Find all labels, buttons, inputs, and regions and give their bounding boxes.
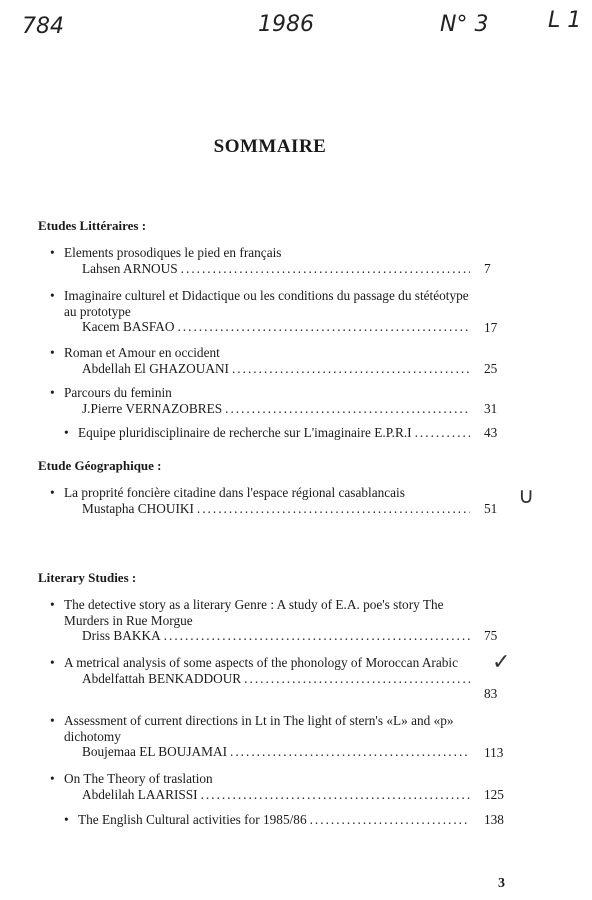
- handwritten-code: L 1: [548, 8, 582, 33]
- entry-page: 51: [484, 501, 498, 516]
- handwritten-u-mark: ∪: [518, 484, 535, 509]
- toc-entry: [50, 771, 470, 802]
- entry-title: • Assessment of current directions in Lt in The light of stern's «L» and «p» dichotomy: [50, 713, 470, 744]
- entry-author: Kacem BASFAO: [82, 319, 175, 334]
- section-heading-literary-studies: Literary Studies :: [38, 570, 137, 585]
- toc-entry: [50, 485, 470, 516]
- entry-page: 17: [484, 320, 498, 335]
- entry-page: 125: [484, 787, 504, 802]
- handwritten-catalog-number: 784: [22, 14, 64, 39]
- toc-entry: [50, 425, 470, 441]
- entry-title: • The English Cultural activities for 1985/86: [78, 812, 307, 827]
- dot-leader: [181, 261, 470, 277]
- dot-leader: [310, 812, 470, 828]
- handwritten-check-mark: ✓: [492, 650, 511, 675]
- dot-leader: [244, 671, 470, 687]
- entry-page: 138: [484, 812, 504, 827]
- entry-page: 83: [484, 686, 498, 701]
- entry-title: • The detective story as a literary Genre : A study of E.A. poe's story The Murders in Rue Morgue: [50, 597, 470, 628]
- section-heading-etude-geographique: Etude Géographique :: [38, 458, 162, 473]
- handwritten-year: 1986: [258, 12, 314, 37]
- entry-author: Driss BAKKA: [82, 628, 161, 643]
- entry-title: • Parcours du feminin: [50, 385, 470, 401]
- dot-leader: [177, 319, 470, 335]
- entry-page: 25: [484, 361, 498, 376]
- entry-title: • Roman et Amour en occident: [50, 345, 470, 361]
- dot-leader: [225, 401, 470, 417]
- entry-title: • Equipe pluridisciplinaire de recherche sur L'imaginaire E.P.R.I: [78, 425, 412, 440]
- toc-entry: [50, 245, 470, 276]
- entry-title: • A metrical analysis of some aspects of the phonology of Moroccan Arabic: [50, 655, 470, 671]
- dot-leader: [197, 501, 470, 517]
- dot-leader: [415, 425, 470, 441]
- entry-page: 7: [484, 261, 491, 276]
- toc-entry: [50, 345, 470, 376]
- page-title: SOMMAIRE: [213, 136, 327, 157]
- entry-author: J.Pierre VERNAZOBRES: [82, 400, 223, 416]
- entry-title: • Elements prosodiques le pied en français: [50, 245, 470, 261]
- dot-leader: [230, 744, 470, 760]
- entry-page: 75: [484, 628, 498, 643]
- dot-leader: [201, 787, 470, 803]
- section-heading-etudes-litteraires: Etudes Littéraires :: [38, 218, 147, 233]
- dot-leader: [164, 628, 470, 644]
- entry-title: • La proprité foncière citadine dans l'espace régional casablancais: [50, 485, 470, 501]
- entry-author: Abdellah El GHAZOUANI: [82, 360, 229, 376]
- toc-entry: [50, 812, 470, 828]
- toc-entry: [50, 597, 470, 644]
- toc-entry: [50, 385, 470, 416]
- handwritten-issue: N° 3: [440, 12, 489, 37]
- entry-page: 113: [484, 745, 504, 760]
- entry-title: • On The Theory of traslation: [50, 771, 470, 787]
- entry-author: Abdelfattah BENKADDOUR: [82, 670, 242, 686]
- toc-entry: [50, 713, 470, 760]
- entry-page: 31: [484, 401, 498, 416]
- toc-entry: [50, 655, 470, 686]
- entry-title: • Imaginaire culturel et Didactique ou les conditions du passage du stétéotype au prototype: [50, 288, 470, 319]
- toc-entry: [50, 288, 470, 335]
- entry-author: Lahsen ARNOUS: [82, 260, 178, 276]
- entry-author: Boujemaa EL BOUJAMAI: [82, 744, 228, 759]
- dot-leader: [232, 361, 470, 377]
- page-number: 3: [498, 876, 505, 891]
- entry-page: 43: [484, 425, 498, 440]
- entry-author: Mustapha CHOUIKI: [82, 500, 194, 516]
- entry-author: Abdelilah LAARISSI: [82, 786, 198, 802]
